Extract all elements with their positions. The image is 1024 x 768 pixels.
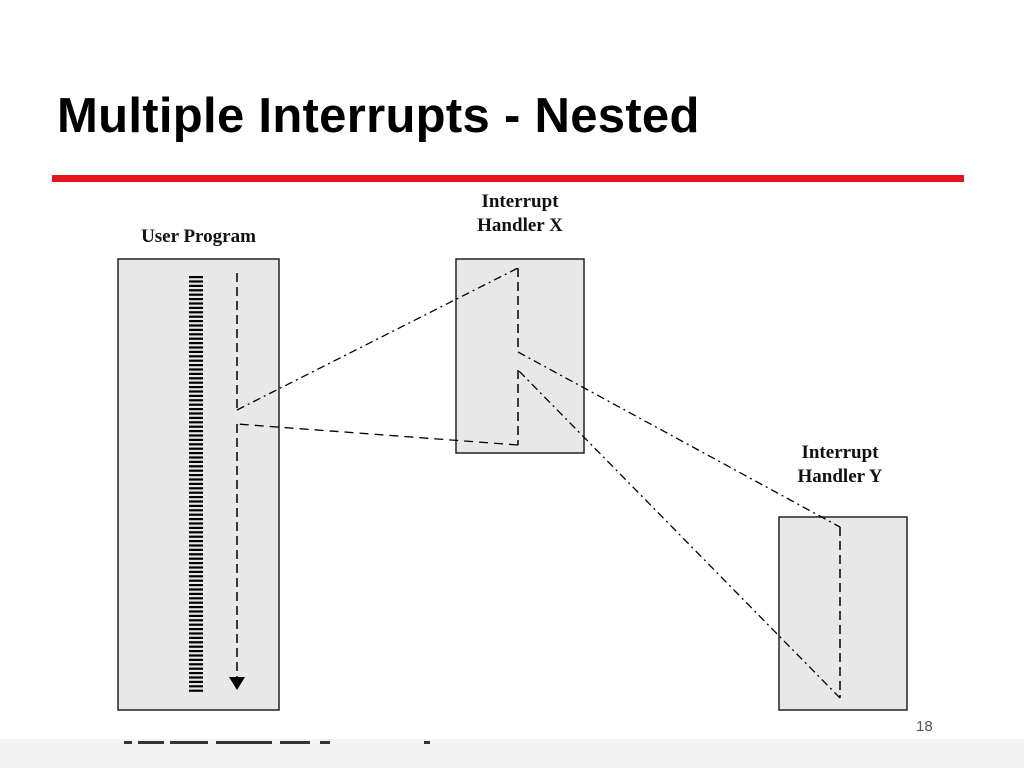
instruction-stripe [189, 434, 203, 436]
instruction-stripe [189, 285, 203, 287]
handler-x-label [440, 190, 600, 238]
instruction-stripe [189, 470, 203, 472]
instruction-stripe [189, 276, 203, 278]
instruction-stripe [189, 663, 203, 665]
instruction-stripe [189, 514, 203, 516]
handler-y-label-line2: Handler Y [797, 466, 883, 487]
instruction-stripe [189, 302, 203, 304]
instruction-stripe [189, 487, 203, 489]
instruction-stripe [189, 676, 203, 678]
instruction-stripe [189, 448, 203, 450]
instruction-stripe [189, 628, 203, 630]
instruction-stripe [189, 386, 203, 388]
instruction-stripe [189, 575, 203, 577]
instruction-stripe [189, 456, 203, 458]
instruction-stripe [189, 338, 203, 340]
instruction-stripes [189, 276, 203, 692]
instruction-stripe [189, 408, 203, 410]
instruction-stripe [189, 360, 203, 362]
handler-y-label [760, 441, 920, 489]
instruction-stripe [189, 294, 203, 296]
instruction-stripe [189, 540, 203, 542]
slide-title: Multiple Interrupts - Nested [57, 89, 700, 143]
handler-y-box [779, 517, 907, 710]
instruction-stripe [189, 553, 203, 555]
instruction-stripe [189, 681, 203, 683]
instruction-stripe [189, 558, 203, 560]
instruction-stripe [189, 606, 203, 608]
instruction-stripe [189, 452, 203, 454]
instruction-stripe [189, 333, 203, 335]
instruction-stripe [189, 584, 203, 586]
instruction-stripe [189, 522, 203, 524]
instruction-stripe [189, 483, 203, 485]
instruction-stripe [189, 597, 203, 599]
instruction-stripe [189, 544, 203, 546]
instruction-stripe [189, 355, 203, 357]
instruction-stripe [189, 672, 203, 674]
instruction-stripe [189, 421, 203, 423]
instruction-stripe [189, 395, 203, 397]
handler-y-label-line1: Interrupt [801, 442, 879, 463]
instruction-stripe [189, 619, 203, 621]
instruction-stripe [189, 307, 203, 309]
instruction-stripe [189, 364, 203, 366]
instruction-stripe [189, 650, 203, 652]
cropped-caption [124, 736, 444, 744]
instruction-stripe [189, 373, 203, 375]
instruction-stripe [189, 404, 203, 406]
instruction-stripe [189, 668, 203, 670]
instruction-stripe [189, 690, 203, 692]
instruction-stripe [189, 390, 203, 392]
instruction-stripe [189, 632, 203, 634]
user-program-label: User Program [141, 226, 256, 247]
instruction-stripe [189, 382, 203, 384]
instruction-stripe [189, 659, 203, 661]
instruction-stripe [189, 602, 203, 604]
instruction-stripe [189, 610, 203, 612]
instruction-stripe [189, 518, 203, 520]
instruction-stripe [189, 509, 203, 511]
instruction-stripe [189, 320, 203, 322]
instruction-stripe [189, 637, 203, 639]
instruction-stripe [189, 346, 203, 348]
instruction-stripe [189, 368, 203, 370]
instruction-stripe [189, 593, 203, 595]
instruction-stripe [189, 342, 203, 344]
instruction-stripe [189, 527, 203, 529]
instruction-stripe [189, 562, 203, 564]
handler-x-box [456, 259, 584, 453]
instruction-stripe [189, 430, 203, 432]
instruction-stripe [189, 280, 203, 282]
instruction-stripe [189, 566, 203, 568]
instruction-stripe [189, 412, 203, 414]
handler-x-label-line2: Handler X [477, 215, 563, 236]
instruction-stripe [189, 685, 203, 687]
instruction-stripe [189, 465, 203, 467]
instruction-stripe [189, 329, 203, 331]
handler-x-label-line1: Interrupt [481, 191, 559, 212]
instruction-stripe [189, 478, 203, 480]
page-number: 18 [916, 718, 933, 735]
instruction-stripe [189, 646, 203, 648]
instruction-stripe [189, 426, 203, 428]
instruction-stripe [189, 549, 203, 551]
instruction-stripe [189, 580, 203, 582]
instruction-stripe [189, 505, 203, 507]
instruction-stripe [189, 492, 203, 494]
instruction-stripe [189, 351, 203, 353]
instruction-stripe [189, 417, 203, 419]
instruction-stripe [189, 624, 203, 626]
instruction-stripe [189, 311, 203, 313]
instruction-stripe [189, 474, 203, 476]
instruction-stripe [189, 588, 203, 590]
instruction-stripe [189, 571, 203, 573]
instruction-stripe [189, 443, 203, 445]
instruction-stripe [189, 439, 203, 441]
instruction-stripe [189, 531, 203, 533]
instruction-stripe [189, 316, 203, 318]
instruction-stripe [189, 324, 203, 326]
instruction-stripe [189, 654, 203, 656]
instruction-stripe [189, 500, 203, 502]
instruction-stripe [189, 399, 203, 401]
instruction-stripe [189, 289, 203, 291]
instruction-stripe [189, 496, 203, 498]
instruction-stripe [189, 298, 203, 300]
instruction-stripe [189, 377, 203, 379]
instruction-stripe [189, 536, 203, 538]
instruction-stripe [189, 461, 203, 463]
instruction-stripe [189, 641, 203, 643]
instruction-stripe [189, 615, 203, 617]
